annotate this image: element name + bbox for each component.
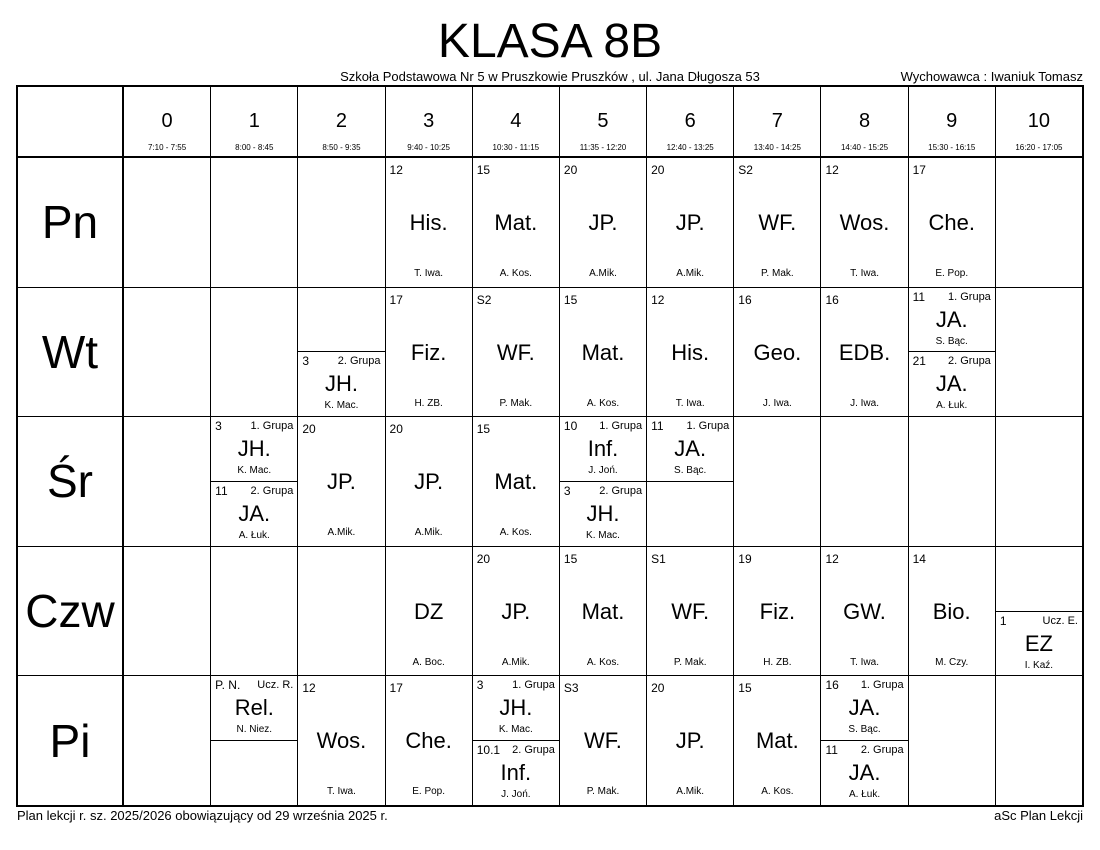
lesson-room: 15 (476, 422, 491, 437)
empty-cell (909, 676, 995, 805)
lesson-teacher: J. Iwa. (762, 397, 792, 409)
period-header (821, 87, 907, 157)
lesson-teacher: T. Iwa. (850, 656, 879, 668)
lesson-room: 3 (302, 354, 310, 369)
lesson-teacher: K. Mac. (586, 530, 620, 541)
lesson-teacher: I. Kaź. (1024, 659, 1054, 671)
lesson-cell (909, 547, 995, 676)
lesson-subject: Mat. (494, 469, 538, 495)
lesson-cell (821, 158, 907, 287)
lesson-teacher: A.Mik. (327, 527, 356, 539)
lesson-subject: Mat. (494, 210, 538, 235)
lesson-cell (821, 547, 907, 676)
lesson-subject: JH. (237, 436, 271, 462)
lesson-group: Ucz. E. (1042, 614, 1078, 627)
lesson-teacher: A. Kos. (586, 397, 620, 409)
lesson-teacher: K. Mac. (498, 724, 533, 736)
lesson-teacher: T. Iwa. (675, 397, 705, 409)
lesson-room: 3 (476, 678, 484, 693)
period-number: 4 (510, 110, 522, 132)
lesson-teacher: A.Mik. (676, 268, 705, 279)
period-header (473, 87, 559, 157)
lesson-room: 20 (651, 163, 665, 177)
group-lesson (909, 288, 995, 352)
period-number: 9 (946, 110, 958, 132)
lesson-room: S2 (738, 163, 753, 177)
lesson-teacher: A. Kos. (586, 656, 620, 668)
period-time: 7:10 - 7:55 (147, 143, 187, 152)
group-lesson (821, 676, 907, 740)
lesson-teacher: A. Łuk. (238, 530, 270, 541)
lesson-subject: His. (671, 339, 710, 365)
lesson-subject: WF. (496, 339, 535, 365)
lesson-cell (560, 676, 646, 805)
lesson-cell (386, 547, 472, 676)
lesson-room: 17 (912, 163, 926, 177)
lesson-group: 2. Grupa (250, 485, 294, 497)
lesson-subject: Wos. (316, 728, 367, 754)
lesson-room: 20 (389, 422, 403, 437)
lesson-subject: EDB. (838, 339, 891, 365)
lesson-teacher: S. Bąc. (935, 335, 968, 347)
page-title: KLASA 8B (437, 15, 663, 68)
group-lesson (473, 676, 559, 740)
lesson-subject: Inf. (587, 436, 619, 462)
lesson-subject: Rel. (234, 695, 274, 721)
lesson-cell (734, 547, 820, 676)
day-label: Śr (18, 417, 123, 546)
lesson-room: 12 (651, 292, 665, 307)
lesson-group: 2. Grupa (512, 744, 555, 757)
lesson-cell (647, 158, 733, 287)
corner-cell (18, 87, 123, 157)
lesson-teacher: A. Kos. (761, 786, 794, 798)
period-header (734, 87, 820, 157)
lesson-room: 11 (215, 484, 228, 498)
lesson-cell (386, 288, 472, 417)
lesson-subject: WF. (584, 728, 622, 754)
lesson-teacher: A. Kos. (499, 527, 532, 539)
lesson-group: Ucz. R. (257, 679, 294, 692)
period-number: 1 (248, 110, 260, 132)
timetable-grid (16, 85, 1084, 807)
lesson-room: 12 (825, 163, 839, 177)
lesson-cell (560, 547, 646, 676)
lesson-teacher: K. Mac. (237, 465, 272, 477)
group-lesson (211, 676, 297, 740)
lesson-room: S2 (476, 292, 492, 307)
lesson-cell (473, 288, 559, 417)
period-time: 8:50 - 9:35 (322, 143, 361, 152)
lesson-subject: Bio. (932, 598, 971, 624)
split-lesson-cell (560, 417, 646, 546)
lesson-cell (473, 547, 559, 676)
lesson-subject: EZ (1024, 630, 1053, 656)
lesson-cell (560, 288, 646, 417)
lesson-teacher: A. Łuk. (848, 789, 881, 801)
group-lesson (560, 481, 646, 546)
lesson-cell (560, 158, 646, 287)
lesson-group: 1. Grupa (860, 679, 904, 692)
lesson-cell (473, 417, 559, 546)
empty-half (647, 481, 733, 546)
period-number: 3 (423, 110, 435, 132)
period-header (211, 87, 297, 157)
empty-cell (298, 158, 384, 287)
lesson-subject: DZ (413, 598, 444, 624)
lesson-teacher: T. Iwa. (414, 268, 444, 279)
empty-cell (211, 547, 297, 676)
empty-cell (211, 288, 297, 417)
period-time: 9:40 - 10:25 (407, 143, 450, 152)
group-lesson (821, 740, 907, 805)
lesson-subject: GW. (843, 598, 886, 624)
lesson-room: 15 (563, 551, 578, 566)
lesson-room: 17 (389, 292, 403, 307)
empty-cell (124, 417, 210, 546)
empty-cell (996, 288, 1082, 417)
lesson-teacher: S. Bąc. (674, 465, 707, 477)
empty-cell (909, 417, 995, 546)
group-lesson (473, 740, 559, 805)
lesson-teacher: E. Pop. (412, 786, 446, 798)
lesson-room: S1 (651, 551, 666, 566)
lesson-teacher: M. Czy. (935, 656, 969, 668)
lesson-teacher: A. Boc. (412, 656, 445, 668)
lesson-cell (386, 417, 472, 546)
split-lesson-cell (996, 547, 1082, 676)
group-lesson (211, 417, 297, 481)
lesson-cell (909, 158, 995, 287)
split-lesson-cell (821, 676, 907, 805)
period-number: 8 (858, 110, 871, 132)
lesson-cell (386, 158, 472, 287)
lesson-teacher: P. Mak. (586, 786, 620, 798)
lesson-room: S3 (563, 681, 579, 696)
period-number: 0 (161, 110, 173, 132)
lesson-room: 15 (476, 163, 491, 177)
lesson-subject: Inf. (500, 760, 532, 786)
lesson-subject: JA. (848, 760, 881, 786)
period-time: 12:40 - 13:25 (666, 143, 714, 152)
lesson-subject: Fiz. (759, 598, 796, 624)
lesson-room: 19 (738, 551, 752, 566)
footer-brand: aSc Plan Lekcji (994, 808, 1083, 823)
lesson-teacher: S. Bąc. (848, 724, 881, 736)
lesson-room: 20 (302, 422, 316, 437)
period-header (996, 87, 1082, 157)
period-number: 10 (1027, 110, 1051, 132)
empty-half (996, 547, 1082, 611)
period-time: 15:30 - 16:15 (928, 143, 976, 152)
lesson-cell (647, 676, 733, 805)
lesson-group: 1. Grupa (686, 420, 730, 433)
group-lesson (996, 611, 1082, 676)
lesson-room: 15 (738, 681, 752, 696)
lesson-subject: Mat. (581, 339, 625, 365)
lesson-cell (298, 417, 384, 546)
lesson-teacher: A. Łuk. (936, 400, 968, 412)
lesson-room: 15 (563, 292, 578, 307)
lesson-room: 12 (302, 681, 316, 696)
lesson-subject: Mat. (581, 598, 625, 624)
split-lesson-cell (473, 676, 559, 805)
group-lesson (909, 351, 995, 416)
period-time: 11:35 - 12:20 (579, 143, 627, 152)
school-info: Szkoła Podstawowa Nr 5 w Pruszkowie Pruszków , ul. Jana Długosza 53 (340, 69, 760, 84)
lesson-group: 2. Grupa (948, 355, 991, 368)
lesson-subject: JP. (326, 469, 356, 495)
lesson-cell (734, 158, 820, 287)
lesson-room: 10.1 (476, 743, 501, 758)
lesson-teacher: H. ZB. (763, 656, 792, 668)
lesson-subject: JH. (586, 501, 620, 526)
lesson-subject: Che. (928, 210, 975, 235)
period-number: 6 (684, 110, 696, 132)
lesson-room: 17 (389, 681, 403, 696)
lesson-cell (298, 676, 384, 805)
lesson-teacher: T. Iwa. (850, 268, 879, 279)
lesson-room: 20 (476, 551, 491, 566)
lesson-room: P. N. (215, 678, 241, 693)
lesson-room: 10 (563, 419, 578, 434)
lesson-subject: JA. (935, 306, 968, 332)
lesson-teacher: H. ZB. (414, 397, 443, 409)
lesson-teacher: A.Mik. (501, 656, 530, 668)
empty-cell (734, 417, 820, 546)
empty-half (211, 740, 297, 805)
period-number: 2 (335, 110, 347, 132)
empty-cell (996, 158, 1082, 287)
split-lesson-cell (909, 288, 995, 417)
lesson-subject: JP. (675, 210, 705, 235)
empty-cell (124, 288, 210, 417)
empty-cell (996, 676, 1082, 805)
lesson-subject: JH. (499, 695, 533, 721)
period-header (909, 87, 995, 157)
group-lesson (298, 351, 384, 416)
lesson-subject: JA. (674, 436, 707, 462)
day-label: Pi (18, 676, 123, 805)
lesson-subject: Wos. (839, 210, 890, 235)
lesson-room: 21 (912, 354, 926, 369)
empty-cell (821, 417, 907, 546)
lesson-teacher: J. Joń. (501, 789, 531, 801)
footer-note: Plan lekcji r. sz. 2025/2026 obowiązujący od 29 września 2025 r. (17, 808, 388, 823)
lesson-teacher: J. Iwa. (850, 397, 879, 409)
day-label: Czw (18, 547, 123, 676)
empty-half (298, 288, 384, 352)
lesson-subject: Geo. (753, 339, 802, 365)
empty-cell (211, 158, 297, 287)
lesson-group: 2. Grupa (337, 355, 381, 368)
empty-cell (298, 547, 384, 676)
lesson-room: 11 (912, 289, 926, 304)
lesson-room: 14 (912, 551, 926, 566)
period-time: 14:40 - 15:25 (840, 143, 889, 152)
lesson-teacher: A.Mik. (676, 786, 705, 798)
lesson-teacher: P. Mak. (761, 268, 794, 279)
lesson-teacher: N. Niez. (236, 724, 273, 736)
day-label: Pn (18, 158, 123, 287)
lesson-teacher: P. Mak. (673, 656, 707, 668)
period-time: 16:20 - 17:05 (1015, 143, 1063, 152)
lesson-subject: JH. (324, 371, 358, 397)
lesson-subject: WF. (758, 210, 797, 235)
lesson-subject: His. (409, 210, 448, 235)
split-lesson-cell (298, 288, 384, 417)
lesson-room: 3 (215, 419, 222, 434)
empty-cell (124, 547, 210, 676)
lesson-teacher: T. Iwa. (326, 786, 356, 798)
split-lesson-cell (211, 676, 297, 805)
period-header (124, 87, 210, 157)
lesson-room: 20 (563, 163, 578, 177)
lesson-cell (734, 288, 820, 417)
lesson-room: 11 (825, 743, 838, 758)
period-number: 7 (771, 110, 783, 132)
group-lesson (647, 417, 733, 481)
lesson-subject: JP. (588, 210, 618, 235)
lesson-room: 11 (651, 419, 664, 434)
group-lesson (211, 481, 297, 546)
lesson-subject: Che. (405, 728, 452, 754)
period-time: 10:30 - 11:15 (492, 143, 540, 152)
lesson-teacher: E. Pop. (935, 268, 969, 279)
empty-cell (996, 417, 1082, 546)
lesson-teacher: A. Kos. (499, 268, 532, 279)
lesson-room: 12 (389, 163, 403, 177)
lesson-room: 20 (651, 681, 665, 696)
lesson-room: 16 (825, 292, 839, 307)
lesson-subject: Fiz. (410, 339, 447, 365)
split-lesson-cell (211, 417, 297, 546)
period-time: 8:00 - 8:45 (235, 143, 274, 152)
lesson-cell (734, 676, 820, 805)
lesson-teacher: A.Mik. (589, 268, 617, 279)
lesson-room: 1 (999, 613, 1007, 628)
lesson-cell (386, 676, 472, 805)
lesson-subject: JP. (675, 728, 705, 754)
lesson-room: 16 (738, 292, 752, 307)
empty-cell (124, 158, 210, 287)
lesson-teacher: P. Mak. (499, 397, 533, 409)
lesson-subject: WF. (671, 598, 710, 624)
period-header (560, 87, 646, 157)
period-header (647, 87, 733, 157)
lesson-room: 16 (825, 678, 839, 693)
lesson-group: 1. Grupa (599, 420, 643, 433)
lesson-teacher: K. Mac. (324, 400, 359, 412)
lesson-subject: Mat. (755, 728, 799, 754)
lesson-room: 12 (825, 551, 839, 566)
lesson-room: 3 (563, 484, 571, 498)
period-number: 5 (597, 110, 609, 132)
lesson-subject: JA. (935, 371, 968, 397)
lesson-teacher: A.Mik. (414, 527, 443, 539)
group-lesson (560, 417, 646, 481)
period-header (386, 87, 472, 157)
empty-cell (124, 676, 210, 805)
period-time: 13:40 - 14:25 (753, 143, 801, 152)
lesson-subject: JP. (501, 598, 531, 624)
lesson-cell (821, 288, 907, 417)
lesson-teacher: J. Joń. (588, 465, 618, 477)
lesson-group: 1. Grupa (512, 679, 555, 692)
lesson-group: 2. Grupa (860, 744, 904, 757)
lesson-cell (647, 547, 733, 676)
period-header (298, 87, 384, 157)
lesson-group: 1. Grupa (948, 290, 991, 303)
homeroom-teacher: Wychowawca : Iwaniuk Tomasz (900, 69, 1083, 84)
split-lesson-cell (647, 417, 733, 546)
lesson-cell (473, 158, 559, 287)
lesson-cell (647, 288, 733, 417)
lesson-group: 1. Grupa (250, 420, 294, 433)
lesson-subject: JP. (414, 469, 444, 495)
day-label: Wt (18, 288, 123, 417)
lesson-subject: JA. (238, 501, 271, 526)
lesson-group: 2. Grupa (599, 485, 643, 497)
lesson-subject: JA. (848, 695, 881, 721)
